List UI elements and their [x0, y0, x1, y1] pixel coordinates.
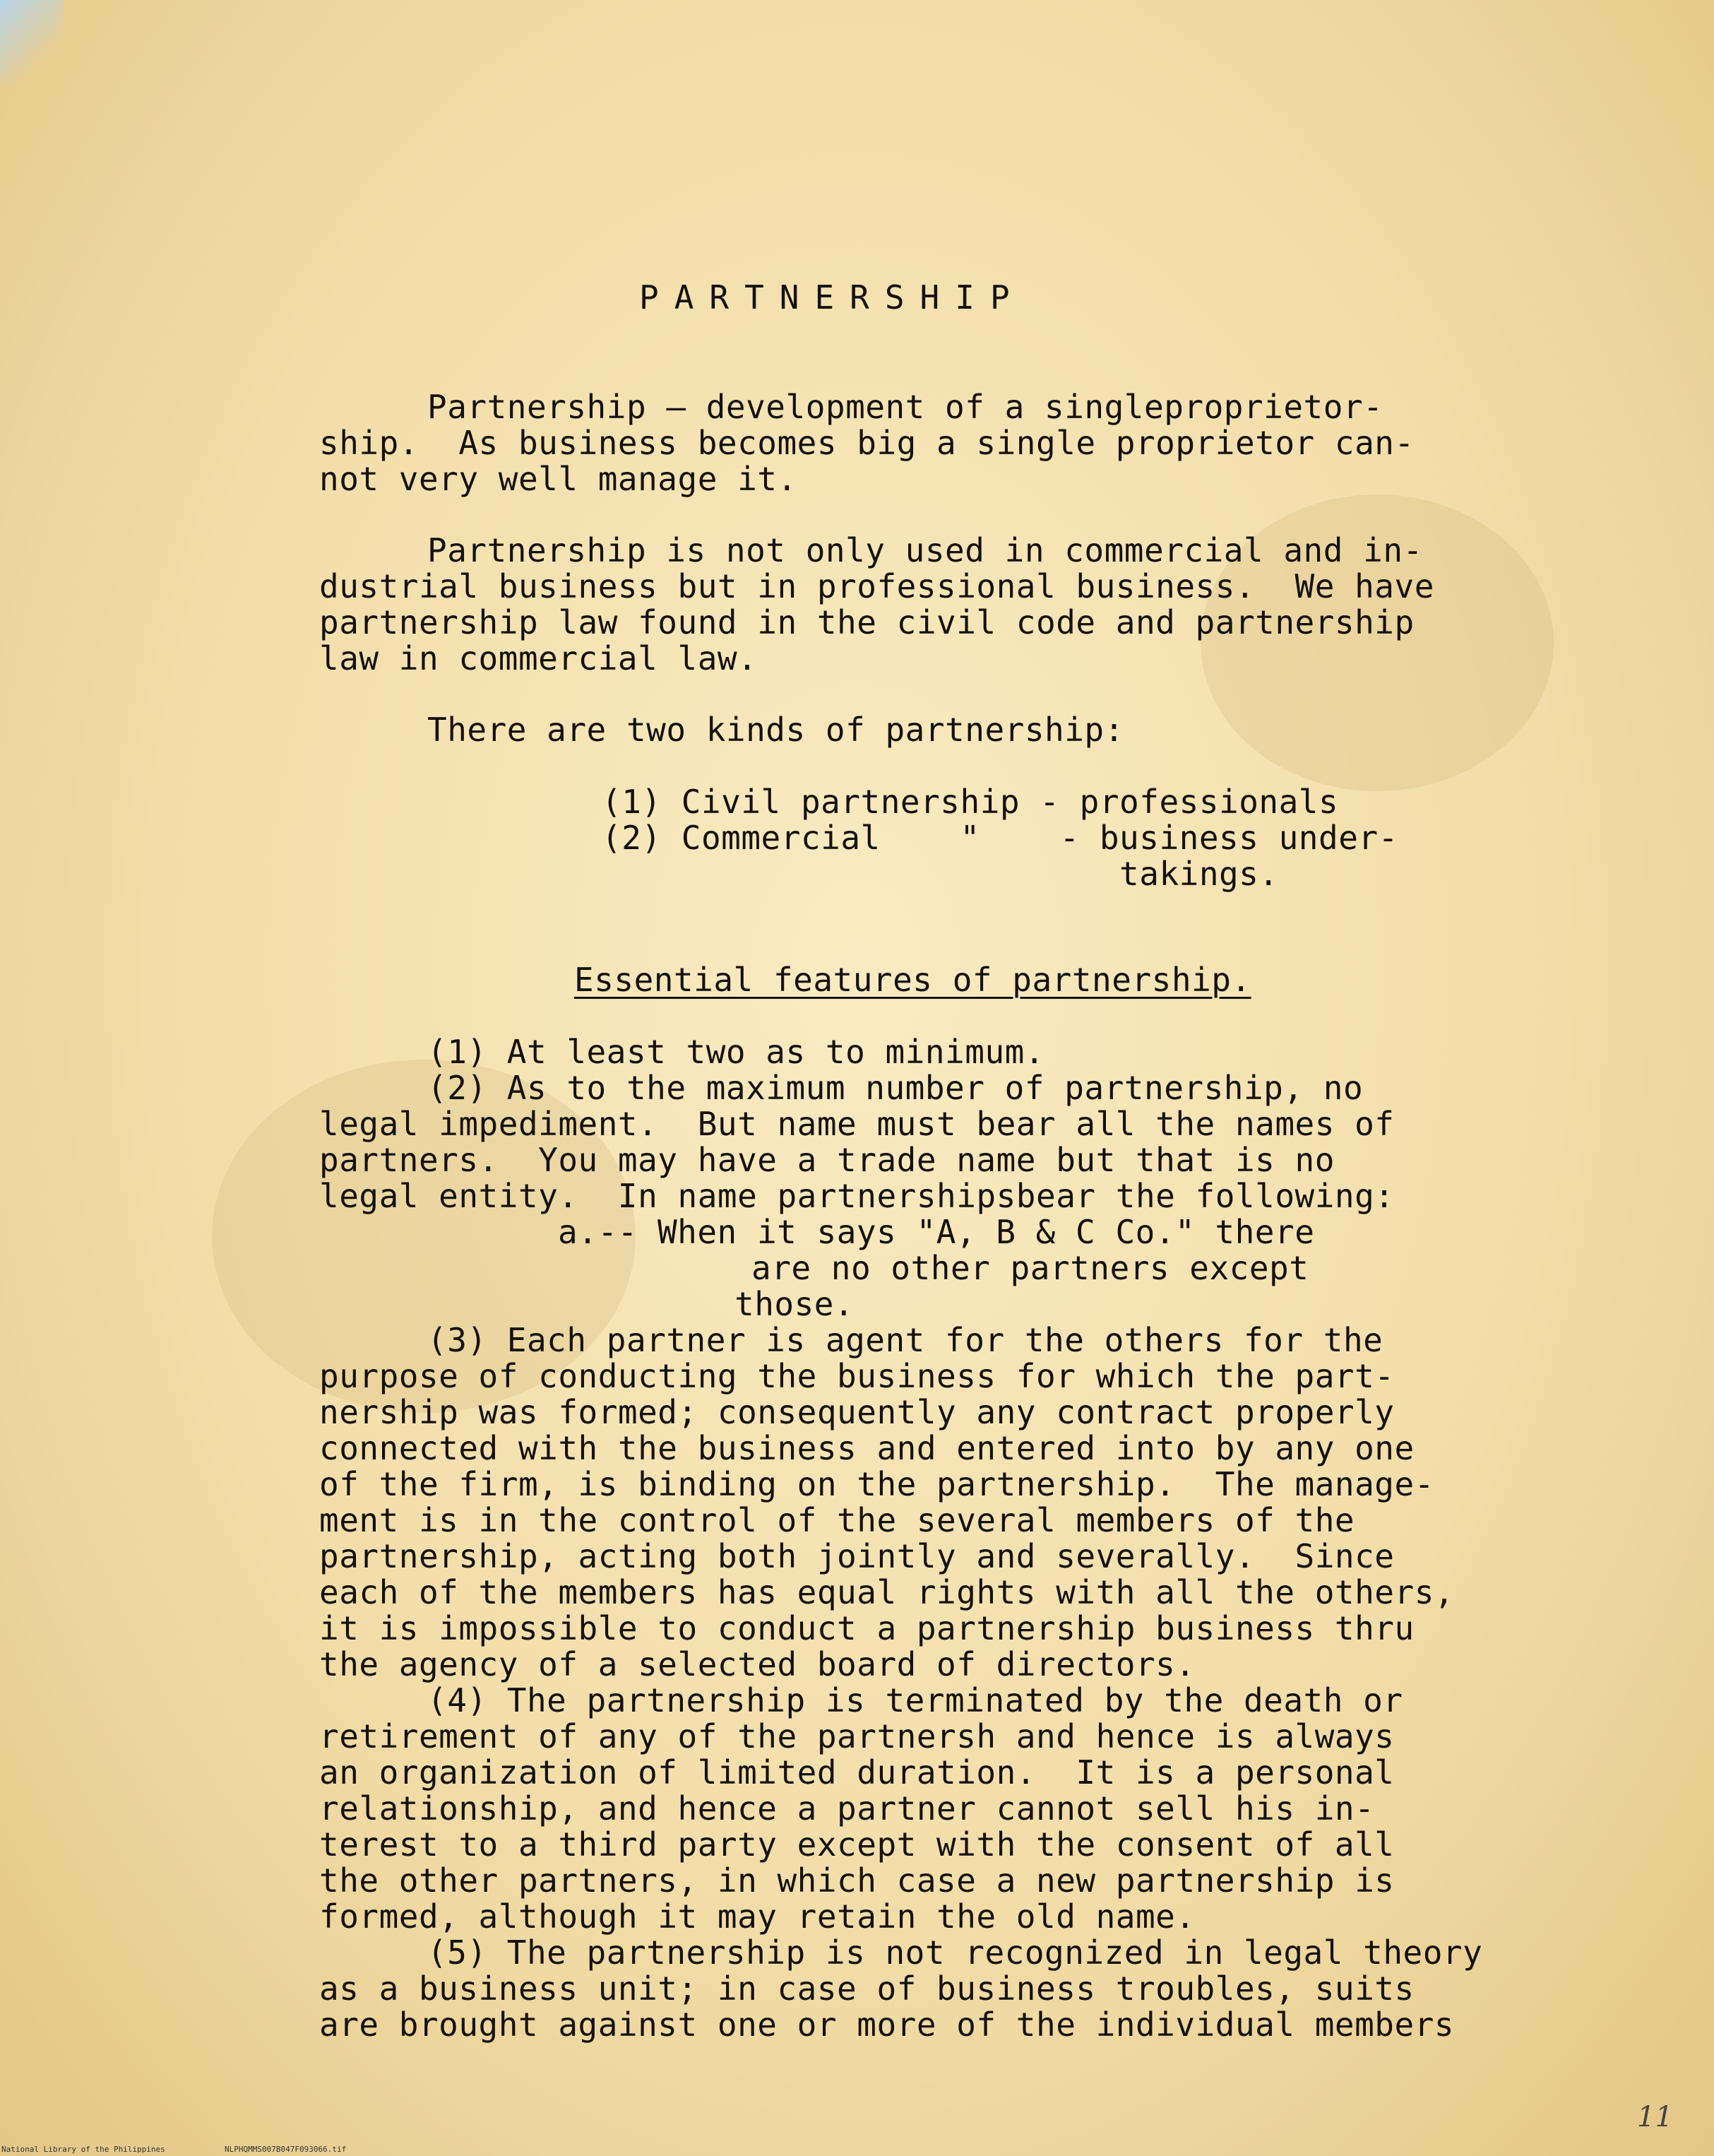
feature-line: each of the members has equal rights with all the others, [319, 1573, 1455, 1611]
feature-line: those. [734, 1285, 855, 1323]
feature-line: partnership, acting both jointly and severally. Since [319, 1537, 1395, 1575]
feature-line: ment is in the control of the several members of the [319, 1501, 1355, 1539]
para1-line: Partnership — development of a singleproprietor- [427, 388, 1383, 426]
feature-line: terest to a third party except with the consent of all [319, 1825, 1395, 1864]
para1-line: ship. As business becomes big a single proprietor can- [319, 424, 1415, 462]
page-title: PARTNERSHIP [639, 278, 1025, 316]
feature-line: are brought against one or more of the individual members [319, 2006, 1455, 2044]
feature-line: (2) As to the maximum number of partnership, no [427, 1069, 1364, 1107]
footer-library: National Library of the Philippines [1, 2145, 165, 2154]
kind-item: (1) Civil partnership - professionals [602, 783, 1339, 821]
section-heading: Essential features of partnership. [574, 961, 1251, 999]
feature-line: legal impediment. But name must bear all the names of [319, 1105, 1395, 1143]
feature-line: relationship, and hence a partner cannot sell his in- [319, 1789, 1375, 1828]
kind-item: takings. [602, 855, 1279, 893]
feature-line: of the firm, is binding on the partnership. The manage- [319, 1465, 1434, 1503]
feature-line: are no other partners except [751, 1249, 1309, 1287]
para2-line: law in commercial law. [319, 639, 758, 677]
feature-line: a.-- When it says "A, B & C Co." there [558, 1213, 1315, 1251]
para1-line: not very well manage it. [319, 460, 797, 498]
feature-line: purpose of conducting the business for which the part- [319, 1357, 1395, 1395]
para2-line: partnership law found in the civil code and partnership [319, 603, 1415, 641]
para3-line: There are two kinds of partnership: [427, 711, 1124, 749]
para2-line: Partnership is not only used in commercial and in- [427, 531, 1423, 569]
feature-line: as a business unit; in case of business troubles, suits [319, 1970, 1415, 2008]
feature-line: (4) The partnership is terminated by the death or [427, 1681, 1403, 1719]
feature-line: (1) At least two as to minimum. [427, 1033, 1045, 1071]
feature-line: (3) Each partner is agent for the others for the [427, 1321, 1383, 1359]
feature-line: retirement of any of the partnersh and hence is always [319, 1717, 1395, 1755]
feature-line: the agency of a selected board of directors. [319, 1645, 1196, 1683]
kind-item: (2) Commercial " - business under- [602, 819, 1398, 857]
footer-file-id: NLPHQMMS007B047F093066.tif [225, 2145, 347, 2154]
feature-line: formed, although it may retain the old name. [319, 1897, 1196, 1936]
page-mark: 11 [1637, 2101, 1673, 2133]
feature-line: it is impossible to conduct a partnership business thru [319, 1609, 1415, 1647]
feature-line: (5) The partnership is not recognized in legal theory [427, 1933, 1483, 1972]
feature-line: an organization of limited duration. It is a personal [319, 1753, 1395, 1791]
feature-line: connected with the business and entered into by any one [319, 1429, 1415, 1467]
para2-line: dustrial business but in professional business. We have [319, 567, 1434, 605]
feature-line: legal entity. In name partnershipsbear the following: [319, 1177, 1395, 1215]
scan-edge [0, 0, 64, 85]
feature-line: the other partners, in which case a new partnership is [319, 1861, 1395, 1900]
feature-line: partners. You may have a trade name but that is no [319, 1141, 1335, 1179]
feature-line: nership was formed; consequently any contract properly [319, 1393, 1395, 1431]
